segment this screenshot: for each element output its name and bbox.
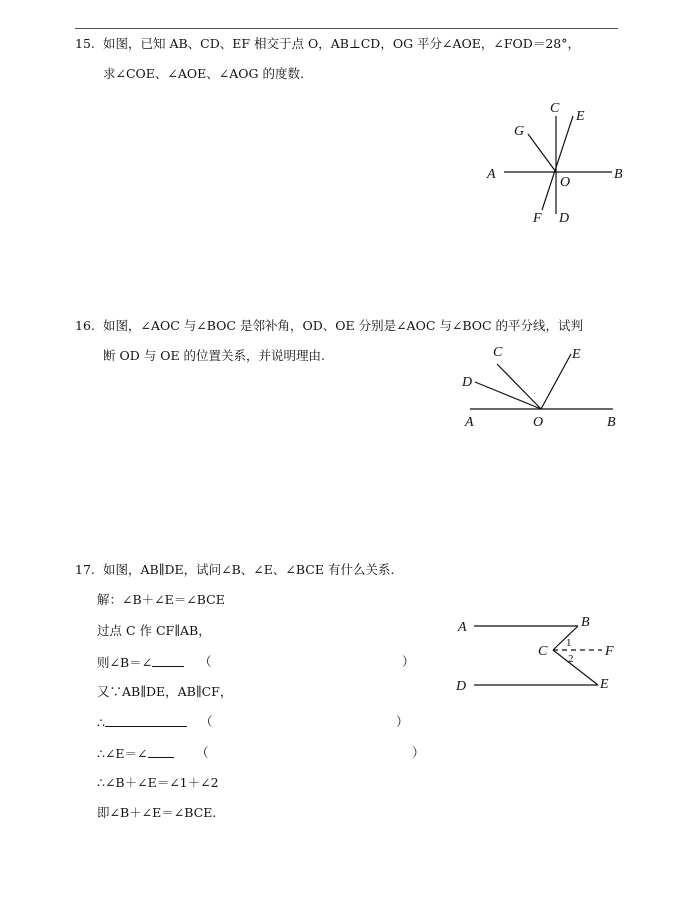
q15-line-EF	[542, 116, 573, 210]
q17-paren-close-1: ）	[402, 654, 415, 669]
q15-ray-OG	[528, 134, 556, 172]
q15-label-F: F	[533, 211, 542, 226]
q15-label-D: D	[559, 211, 570, 226]
q17-therefore-symbol: ∴	[97, 715, 105, 730]
q17-paren-close-2: ）	[396, 714, 409, 729]
q15-figure	[480, 96, 640, 236]
q17-paren-open-2: （	[200, 714, 213, 729]
q17-solution-line6	[97, 745, 174, 762]
q17-solution-line7: ∴∠B＋∠E＝∠1＋∠2	[97, 775, 219, 790]
header-rule	[75, 28, 618, 29]
q17-label-F: F	[605, 644, 614, 659]
q17-segment-CE	[553, 650, 598, 685]
q17-label-B: B	[581, 615, 590, 630]
q17-label-angle1: 1	[566, 637, 572, 649]
q16-label-D: D	[462, 375, 473, 390]
q17-label-angle2: 2	[568, 653, 574, 665]
q15-text-line2: 求∠COE、∠AOE、∠AOG 的度数.	[103, 66, 304, 81]
q16-number: 16.	[75, 318, 95, 333]
q17-paren-open-3: （	[196, 745, 209, 760]
q16-figure	[455, 340, 635, 435]
q15-label-O: O	[560, 175, 571, 190]
q17-label-A: A	[458, 620, 467, 635]
q17-text-line1: 如图，AB∥DE，试问∠B、∠E、∠BCE 有什么关系.	[103, 562, 395, 577]
q15-label-B: B	[614, 167, 623, 182]
q16-label-O: O	[533, 415, 544, 430]
q17-solution-line2: 过点 C 作 CF∥AB，	[97, 623, 211, 638]
q17-figure	[450, 610, 630, 700]
q15-number: 15.	[75, 36, 95, 51]
q15-text-line1: 如图，已知 AB、CD、EF 相交于点 O，AB⊥CD，OG 平分∠AOE，∠FOD＝28°，	[103, 36, 580, 51]
q17-label-D: D	[456, 679, 467, 694]
q17-solution-line3	[97, 654, 184, 671]
q15-label-C: C	[550, 101, 560, 116]
q15-label-G: G	[514, 124, 525, 139]
q16-label-E: E	[572, 347, 581, 362]
q16-text-line2: 断 OD 与 OE 的位置关系，并说明理由.	[103, 348, 326, 363]
q17-paren-open-1: （	[199, 654, 212, 669]
q17-solution-line3-text: 则∠B＝∠	[97, 655, 153, 670]
q16-label-C: C	[493, 345, 503, 360]
q17-blank-3[interactable]	[148, 745, 174, 758]
q16-ray-OC	[497, 364, 541, 409]
q17-solution-line1: 解：∠B＋∠E＝∠BCE	[97, 592, 225, 607]
q16-label-B: B	[607, 415, 616, 430]
q16-ray-OE	[541, 354, 571, 409]
q17-solution-line4: 又∵AB∥DE，AB∥CF，	[97, 684, 233, 699]
q17-blank-1[interactable]	[152, 654, 184, 667]
q17-solution-line6-text: ∴∠E＝∠	[97, 746, 148, 761]
q17-number: 17.	[75, 562, 95, 577]
q16-label-A: A	[465, 415, 474, 430]
q15-label-E: E	[576, 109, 585, 124]
q17-blank-2[interactable]	[105, 714, 187, 727]
q16-text-line1: 如图，∠AOC 与∠BOC 是邻补角，OD、OE 分别是∠AOC 与∠BOC 的平分线，试判	[103, 318, 584, 333]
q17-label-C: C	[538, 644, 548, 659]
q16-ray-OD	[475, 382, 541, 409]
q17-solution-line8: 即∠B＋∠E＝∠BCE.	[97, 805, 217, 820]
q17-label-E: E	[600, 677, 609, 692]
q17-paren-close-3: ）	[412, 745, 425, 760]
q17-solution-line5	[97, 714, 187, 731]
q15-label-A: A	[487, 167, 496, 182]
